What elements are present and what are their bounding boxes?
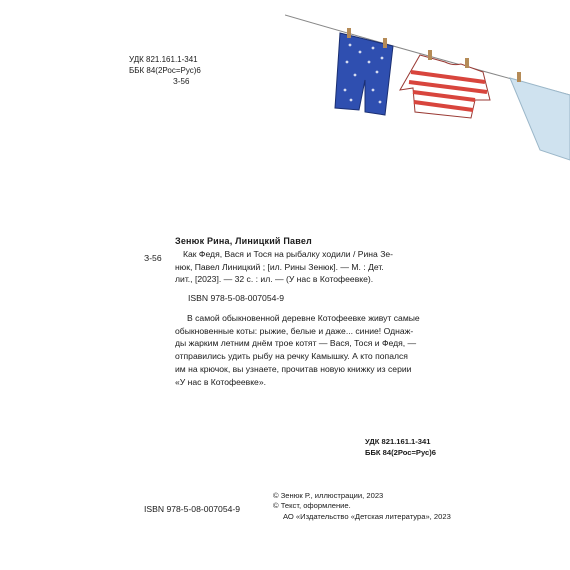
copyright-line: © Зенюк Р., иллюстрации, 2023 — [273, 491, 384, 500]
shorts-icon — [335, 28, 393, 115]
author-code-line: З-56 — [173, 77, 190, 86]
copyright-line: АО «Издательство «Детская литература», 2023 — [283, 511, 451, 521]
bib-line: лит., [2023]. — 32 с. : ил. — (У нас в Котофеевке). — [175, 274, 374, 285]
towel-icon — [510, 72, 570, 160]
annotation-line: обыкновенные коты: рыжие, белые и даже... синие! Однаж- — [175, 325, 414, 336]
bibliographic-description — [175, 248, 445, 286]
clothesline-illustration — [285, 0, 570, 210]
author-code: З-56 — [144, 253, 162, 263]
udk-line: УДК 821.161.1-341 — [129, 55, 198, 64]
annotation-line: В самой обыкновенной деревне Котофеевке живут самые — [187, 313, 420, 323]
bib-line: Как Федя, Вася и Тося на рыбалку ходили / Рина Зе- — [183, 249, 394, 259]
annotation-line: отправились удить рыбу на речку Камышку. А кто попался — [175, 351, 408, 362]
annotation-line: «У нас в Котофеевке». — [175, 376, 267, 387]
annotation — [175, 312, 445, 388]
isbn-bottom: ISBN 978-5-08-007054-9 — [144, 504, 241, 514]
author-heading: Зенюк Рина, Линицкий Павел — [175, 236, 312, 246]
annotation-line: им на крючок, вы узнаете, прочитав новую книжку из серии — [175, 363, 412, 374]
udk-block-top — [129, 54, 201, 87]
bib-line: нюк, Павел Линицкий ; [ил. Рины Зенюк]. — М. : Дет. — [175, 261, 384, 272]
isbn-top: ISBN 978-5-08-007054-9 — [188, 293, 285, 303]
copyright-line: © Текст, оформление. — [273, 501, 351, 511]
annotation-line: ды жарким летним днём трое котят — Вася, Тося и Федя, — — [175, 338, 417, 349]
copyright-block — [273, 491, 451, 522]
bbk-line: ББК 84(2Рос=Рус)6 — [129, 66, 201, 75]
udk-block-bottom — [365, 436, 436, 458]
bbk-line: ББК 84(2Рос=Рус)6 — [365, 448, 437, 457]
udk-line: УДК 821.161.1-341 — [365, 437, 431, 446]
